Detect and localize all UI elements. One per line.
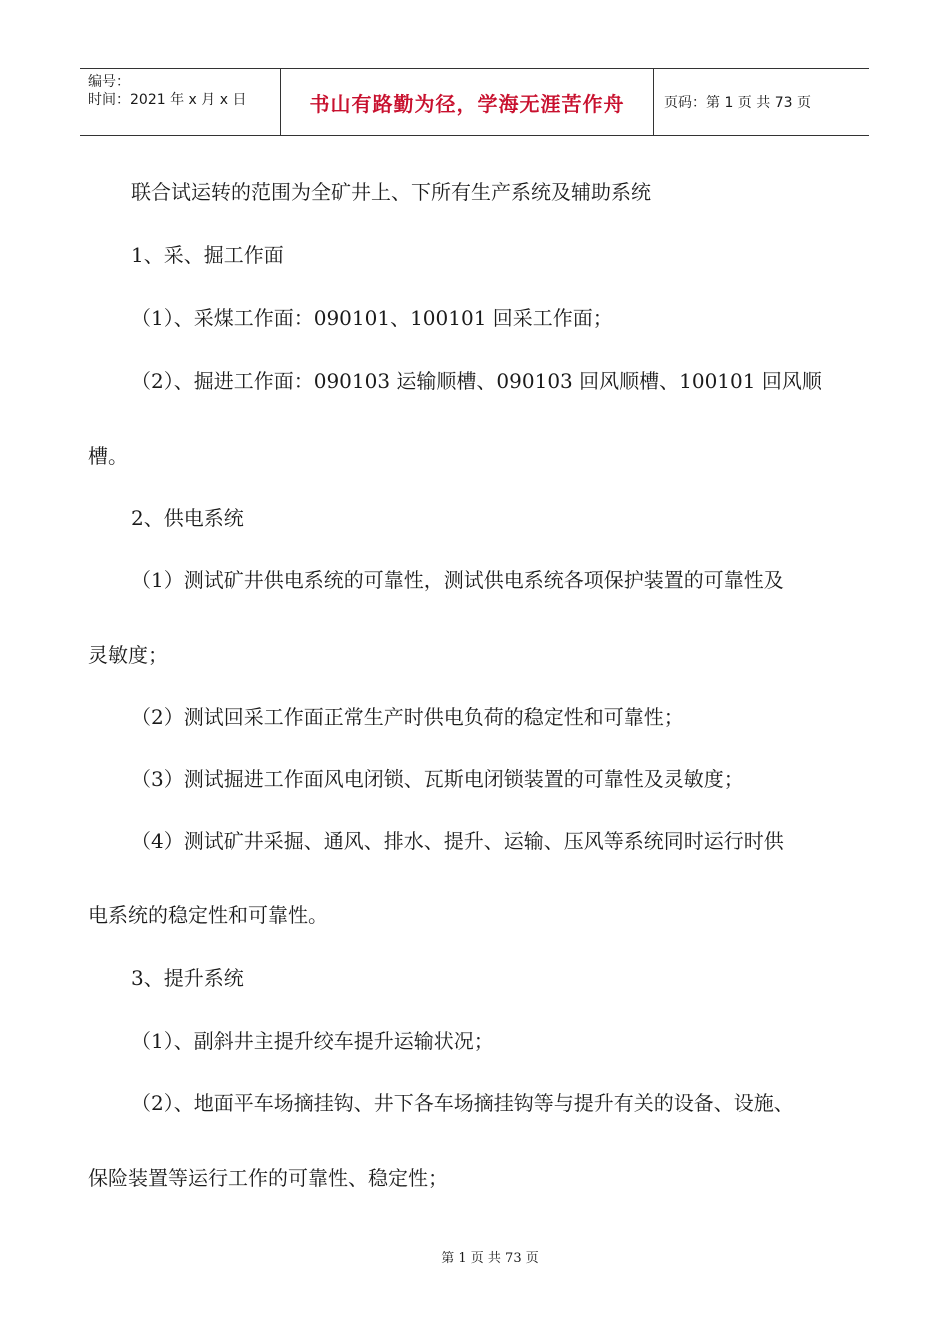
header-motto-cell <box>281 69 654 135</box>
header-page-cell <box>654 69 869 135</box>
paragraph-1-2-line2: 槽。 <box>88 444 128 468</box>
header-left-cell <box>80 69 281 135</box>
motto-text: 书山有路勤为径，学海无涯苦作舟 <box>309 91 625 116</box>
page-info: 页码：第 1 页 共 73 页 <box>664 95 811 111</box>
number-label: 编号： <box>88 74 130 90</box>
paragraph-1-1: （1）、采煤工作面：090101、100101 回采工作面； <box>131 306 613 330</box>
paragraph-2-2: （2）测试回采工作面正常生产时供电负荷的稳定性和可靠性； <box>131 705 684 729</box>
section-heading-2: 2、供电系统 <box>131 506 244 530</box>
paragraph-scope: 联合试运转的范围为全矿井上、下所有生产系统及辅助系统 <box>131 180 651 204</box>
section-heading-1: 1、采、掘工作面 <box>131 243 284 267</box>
page-header <box>80 68 869 136</box>
paragraph-3-2-line1: （2）、地面平车场摘挂钩、井下各车场摘挂钩等与提升有关的设备、设施、 <box>131 1091 794 1115</box>
paragraph-1-2-line1: （2）、掘进工作面：090103 运输顺槽、090103 回风顺槽、100101 回风顺 <box>131 369 822 393</box>
paragraph-2-4-line2: 电系统的稳定性和可靠性。 <box>88 903 328 927</box>
paragraph-2-1-line2: 灵敏度； <box>88 643 168 667</box>
paragraph-2-1-line1: （1）测试矿井供电系统的可靠性，测试供电系统各项保护装置的可靠性及 <box>131 568 784 592</box>
date-label: 时间：2021 年 x 月 x 日 <box>88 92 247 108</box>
paragraph-2-3: （3）测试掘进工作面风电闭锁、瓦斯电闭锁装置的可靠性及灵敏度； <box>131 767 744 791</box>
paragraph-3-1: （1）、副斜井主提升绞车提升运输状况； <box>131 1029 494 1053</box>
paragraph-3-2-line2: 保险装置等运行工作的可靠性、稳定性； <box>88 1166 448 1190</box>
paragraph-2-4-line1: （4）测试矿井采掘、通风、排水、提升、运输、压风等系统同时运行时供 <box>131 829 784 853</box>
section-heading-3: 3、提升系统 <box>131 966 244 990</box>
page-footer <box>0 1247 950 1266</box>
footer-page-number: 第 1 页 共 73 页 <box>441 1251 539 1266</box>
